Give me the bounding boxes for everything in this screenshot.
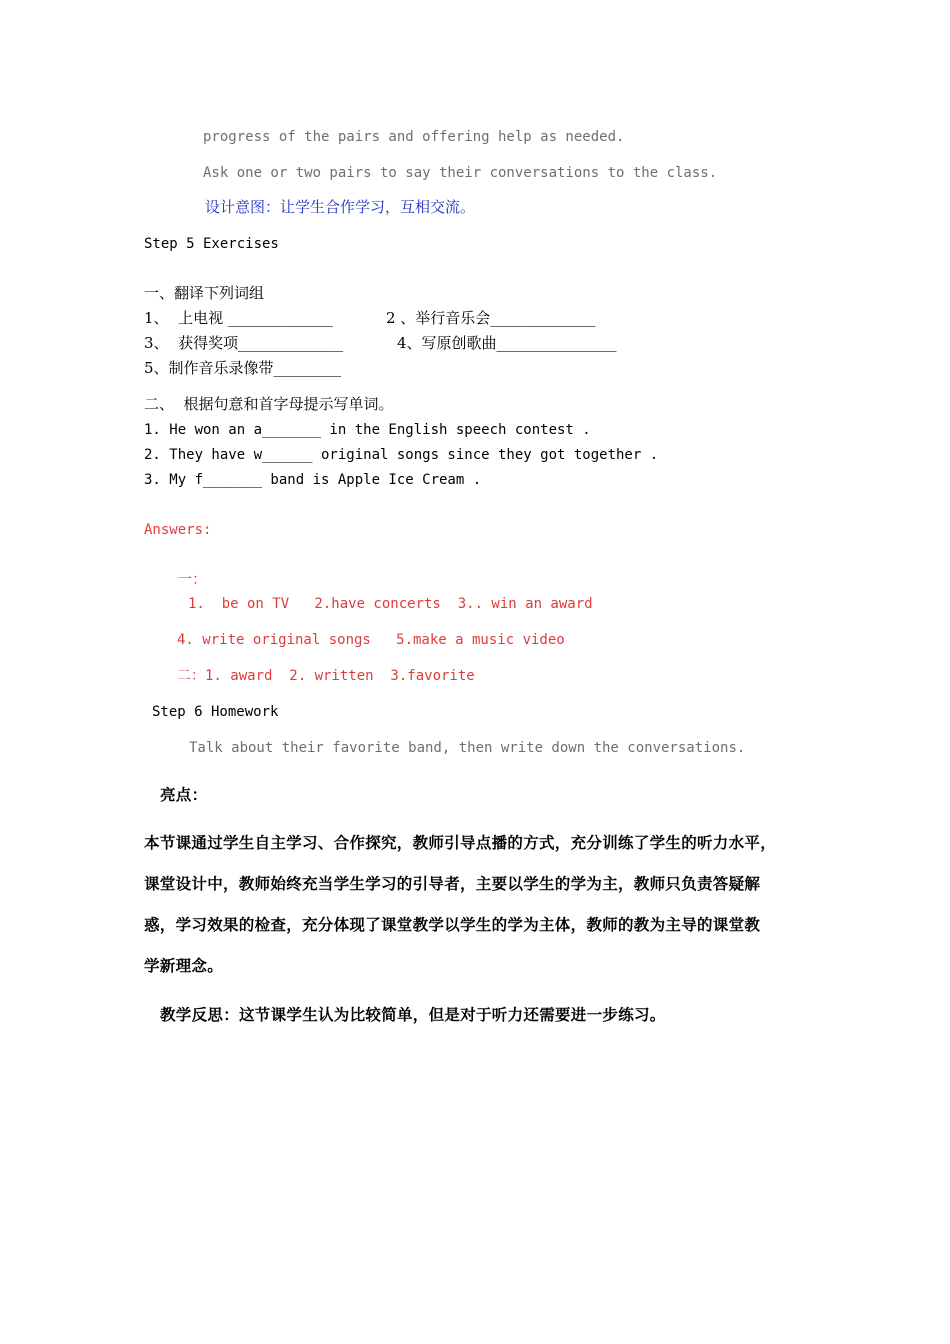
intro-line-2: Ask one or two pairs to say their conversations to the class. xyxy=(203,165,718,181)
highlights-paragraph-4: 学新理念。 xyxy=(144,957,224,975)
highlights-label: 亮点： xyxy=(160,786,208,804)
part1-row2-b: 4、写原创歌曲________________ xyxy=(397,334,617,352)
step6-title: Step 6 Homework xyxy=(152,704,279,720)
answers-label: Answers: xyxy=(144,522,212,538)
step6-text: Talk about their favorite band, then write down the conversations. xyxy=(189,740,746,756)
intro-line-1: progress of the pairs and offering help as needed. xyxy=(203,129,625,145)
part2-item-1: 1. He won an a_______ in the English speech contest . xyxy=(144,422,591,438)
part2-item-2: 2. They have w______ original songs since they got together . xyxy=(144,447,659,463)
answers-part2-line: 二：1. award 2. written 3.favorite xyxy=(177,668,475,684)
part1-row2-a: 3、 获得奖项______________ xyxy=(144,334,344,352)
part2-item-3: 3. My f_______ band is Apple Ice Cream . xyxy=(144,472,482,488)
highlights-paragraph-1: 本节课通过学生自主学习、合作探究，教师引导点播的方式，充分训练了学生的听力水平， xyxy=(144,834,777,852)
part1-row3: 5、制作音乐录像带_________ xyxy=(144,359,342,377)
highlights-paragraph-3: 惑，学习效果的检查，充分体现了课堂教学以学生的学为主体，教师的教为主导的课堂教 xyxy=(144,916,761,934)
part1-row1-a: 1、 上电视 ______________ xyxy=(144,309,333,327)
design-intent: 设计意图：让学生合作学习，互相交流。 xyxy=(205,198,476,216)
part1-heading: 一、翻译下列词组 xyxy=(144,284,265,302)
part2-heading: 二、 根据句意和首字母提示写单词。 xyxy=(144,395,394,413)
answers-part1-label: 一： xyxy=(177,570,208,588)
part1-row1-b: 2 、举行音乐会______________ xyxy=(386,309,596,327)
answers-part1-line1: 1. be on TV 2.have concerts 3.. win an award xyxy=(188,596,593,612)
highlights-paragraph-2: 课堂设计中，教师始终充当学生学习的引导者，主要以学生的学为主，教师只负责答疑解 xyxy=(144,875,761,893)
teaching-reflection: 教学反思：这节课学生认为比较简单，但是对于听力还需要进一步练习。 xyxy=(160,1006,666,1024)
answers-part1-line2: 4. write original songs 5.make a music video xyxy=(177,632,565,648)
step5-title: Step 5 Exercises xyxy=(144,236,279,252)
